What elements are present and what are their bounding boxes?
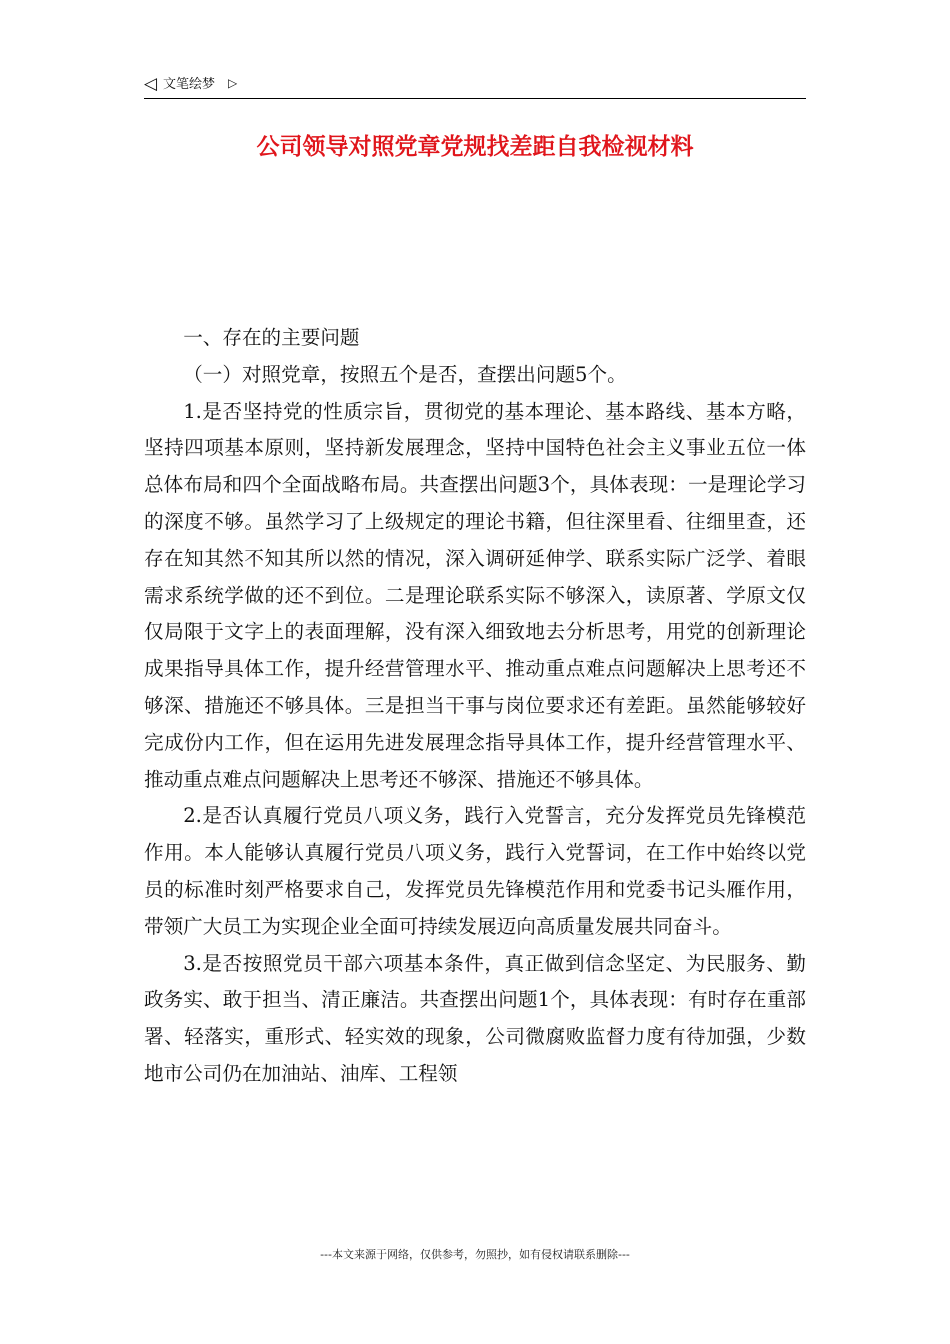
document-title: 公司领导对照党章党规找差距自我检视材料 xyxy=(256,134,694,160)
triangle-left-icon: ◁ xyxy=(144,74,158,94)
body-paragraph: 1.是否坚持党的性质宗旨，贯彻党的基本理论、基本路线、基本方略，坚持四项基本原则，坚持新发展理念，坚持中国特色社会主义事业五位一体总体布局和四个全面战略布局。共查摆出问题3个，具体表现：一是理论学习的深度不够。虽然学习了上级规定的理论书籍，但往深里看、往细里查，还存在知其然不知其所以然的情况，深入调研延伸学、联系实际广泛学、着眼需求系统学做的还不到位。二是理论联系实际不够深入，读原著、学原文仅仅局限于文字上的表面理解，没有深入细致地去分析思考，用党的创新理论成果指导具体工作，提升经营管理水平、推动重点难点问题解决上思考还不够深、措施还不够具体。三是担当干事与岗位要求还有差距。虽然能够较好完成份内工作，但在运用先进发展理念指导具体工作，提升经营管理水平、推动重点难点问题解决上思考还不够深、措施还不够具体。 xyxy=(144,399,806,791)
triangle-right-icon: ▷ xyxy=(228,76,238,90)
document-body xyxy=(144,320,806,1093)
section-heading: 一、存在的主要问题 xyxy=(183,326,360,349)
body-paragraph: 3.是否按照党员干部六项基本条件，真正做到信念坚定、为民服务、勤政务实、敢于担当、清正廉洁。共查摆出问题1个，具体表现：有时存在重部署、轻落实，重形式、轻实效的现象，公司微腐败监督力度有待加强，少数地市公司仍在加油站、油库、工程领 xyxy=(144,951,806,1085)
page-header xyxy=(144,74,806,99)
page-footer: ---本文来源于网络，仅供参考，勿照抄，如有侵权请联系删除--- xyxy=(320,1248,630,1261)
body-paragraph: 2.是否认真履行党员八项义务，践行入党誓言，充分发挥党员先锋模范作用。本人能够认真履行党员八项义务，践行入党誓词，在工作中始终以党员的标准时刻严格要求自己，发挥党员先锋模范作用和党委书记头雁作用，带领广大员工为实现企业全面可持续发展迈向高质量发展共同奋斗。 xyxy=(144,804,806,938)
header-brand: 文笔绘梦 xyxy=(163,77,216,92)
subsection-heading: （一）对照党章，按照五个是否，查摆出问题5个。 xyxy=(183,362,627,386)
